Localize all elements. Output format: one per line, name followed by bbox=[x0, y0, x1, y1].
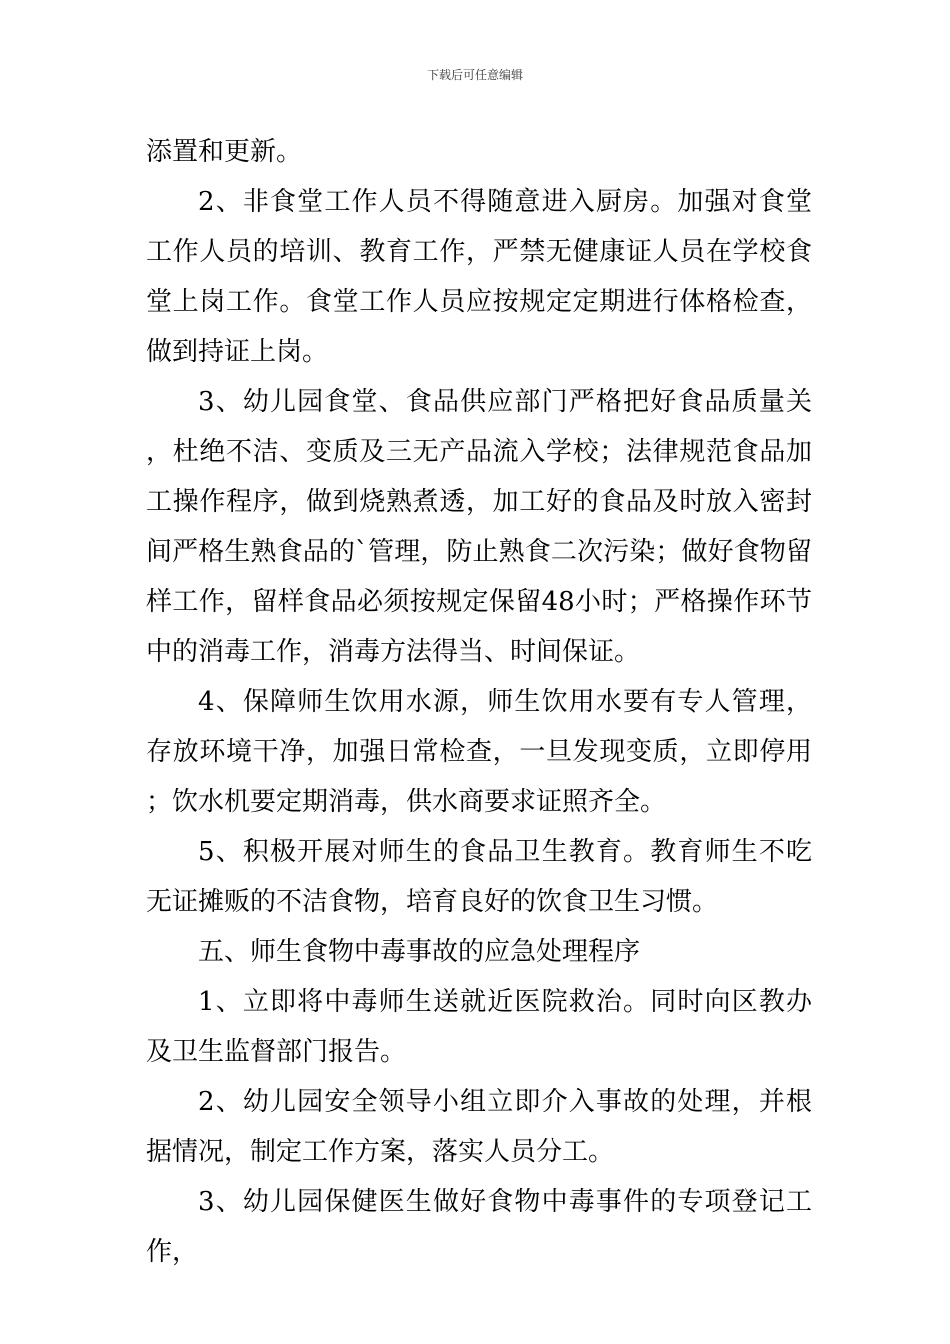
document-body bbox=[146, 127, 812, 1277]
paragraph-5: 5、积极开展对师生的食品卫生教育。教育师生不吃无证摊贩的不洁食物，培育良好的饮食卫生习惯。 bbox=[146, 837, 812, 917]
paragraph-8: 3、幼儿园保健医生做好食物中毒事件的专项登记工作， bbox=[146, 1187, 812, 1267]
paragraph-2: 2、非食堂工作人员不得随意进入厨房。加强对食堂工作人员的培训、教育工作，严禁无健康证人员在学校食堂上岗工作。食堂工作人员应按规定定期进行体格检查，做到持证上岗。 bbox=[146, 187, 812, 367]
page-header: 下载后可任意编辑 bbox=[426, 68, 523, 82]
paragraph-3: 3、幼儿园食堂、食品供应部门严格把好食品质量关，杜绝不洁、变质及三无产品流入学校；法律规范食品加工操作程序，做到烧熟煮透，加工好的食品及时放入密封间严格生熟食品的`管理，防止熟食二次污染；做好食物留样工作，留样食品必须按规定保留48小时；严格操作环节中的消毒工作，消毒方法得当、时间保证。 bbox=[146, 387, 812, 667]
paragraph-6: 1、立即将中毒师生送就近医院救治。同时向区教办及卫生监督部门报告。 bbox=[146, 987, 812, 1067]
section-heading: 五、师生食物中毒事故的应急处理程序 bbox=[198, 937, 641, 967]
paragraph-4: 4、保障师生饮用水源，师生饮用水要有专人管理，存放环境干净，加强日常检查，一旦发现变质，立即停用；饮水机要定期消毒，供水商要求证照齐全。 bbox=[146, 687, 812, 817]
paragraph-1: 添置和更新。 bbox=[146, 137, 303, 167]
paragraph-7: 2、幼儿园安全领导小组立即介入事故的处理，并根据情况，制定工作方案，落实人员分工。 bbox=[146, 1087, 812, 1167]
